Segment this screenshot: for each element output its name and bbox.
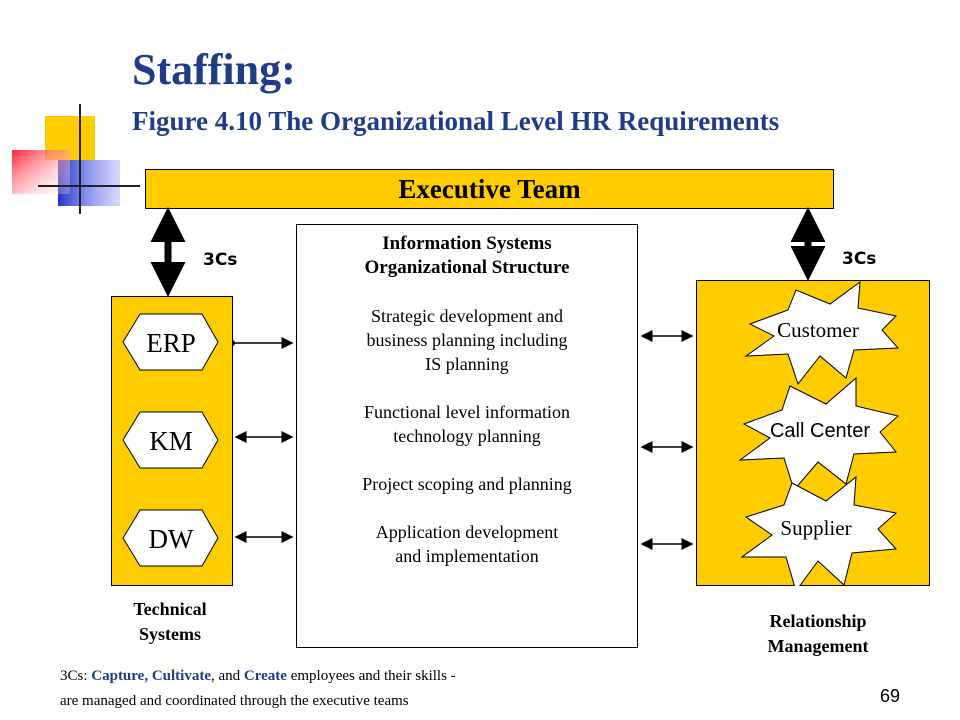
footnote-line2: are managed and coordinated through the executive teams	[60, 693, 409, 709]
executive-team-label: Executive Team	[398, 173, 581, 204]
technical-hexagons	[111, 296, 233, 586]
page-number: 69	[880, 686, 901, 706]
center-item-strategic: Strategic development and business planning including IS planning	[366, 306, 568, 374]
hexagon-erp	[123, 314, 218, 370]
center-item-functional: Functional level information technology planning	[364, 402, 570, 446]
relationship-stars	[696, 280, 930, 586]
star-supplier-label: Supplier	[780, 516, 852, 540]
hexagon-km	[123, 412, 218, 468]
page-title: Staffing:	[132, 45, 296, 94]
technical-systems-caption: Technical Systems	[133, 599, 207, 644]
hexagon-dw-label: DW	[148, 524, 194, 554]
hexagon-km-label: KM	[149, 426, 193, 456]
star-supplier	[742, 477, 896, 586]
footnote-line1: 3Cs: Capture, Cultivate, and Create employees and their skills -	[60, 668, 456, 684]
hexagon-dw	[123, 510, 218, 566]
label-3cs-left: 3Cs	[203, 250, 238, 270]
center-heading-line2: Organizational Structure	[364, 257, 570, 278]
center-heading-line1: Information Systems	[382, 233, 552, 254]
relationship-management-caption: Relationship Management	[767, 611, 869, 656]
star-call-center	[740, 378, 898, 490]
label-3cs-right: 3Cs	[842, 249, 877, 269]
hexagon-erp-label: ERP	[146, 328, 196, 358]
figure-subtitle: Figure 4.10 The Organizational Level HR Requirements	[132, 106, 780, 136]
information-systems-box	[296, 224, 638, 648]
star-customer-label: Customer	[777, 318, 859, 342]
center-item-project: Project scoping and planning	[362, 474, 572, 494]
star-call-center-label: Call Center	[769, 420, 871, 442]
star-customer	[746, 282, 898, 384]
footnote	[60, 664, 456, 714]
center-item-application: Application development and implementation	[375, 522, 559, 566]
